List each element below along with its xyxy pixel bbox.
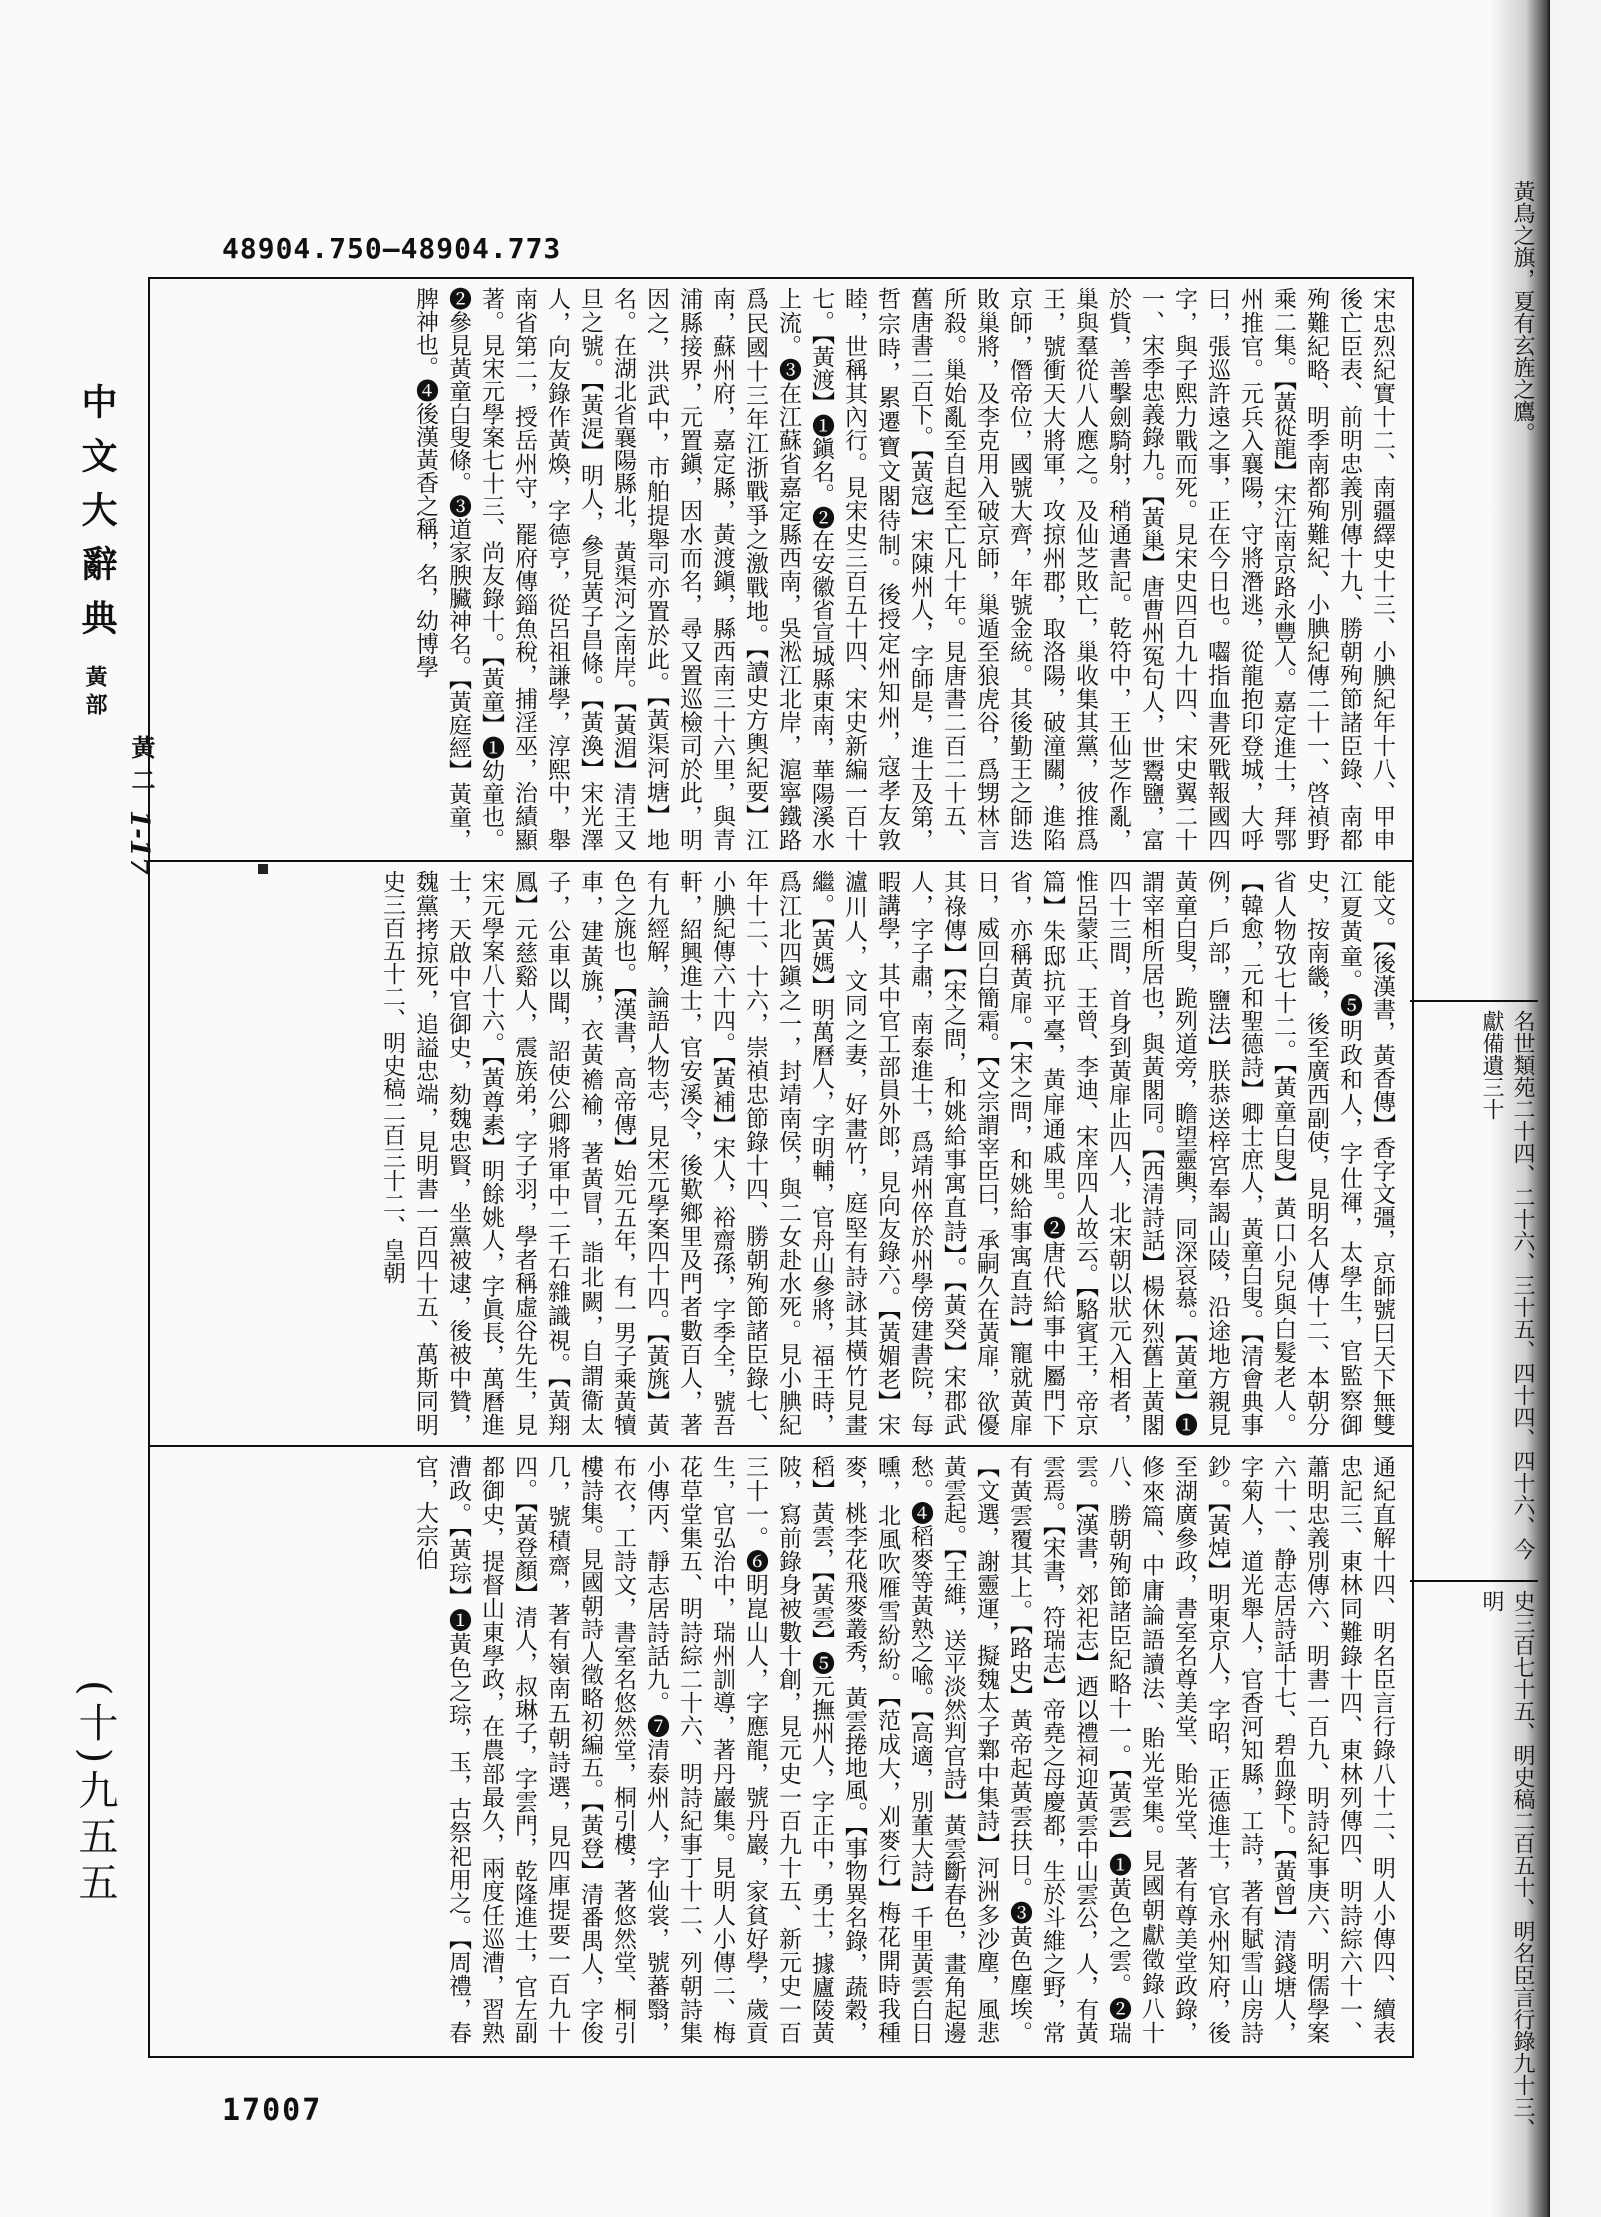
handwritten-note: 1-17: [124, 810, 154, 876]
stroke-range: 黃 二: [127, 735, 156, 792]
band-text-top: 宋忠烈紀實十二、南疆繹史十三、小腆紀年十八、甲申後亡臣表、前明忠義別傳十九、勝朝殉節諸臣錄、南都殉難紀略、明季南都殉難紀、小腆紀傳二十一、啓禎野乘二集。【黃從龍】宋江南京路永豐人。嘉定進士，拜鄂州推官。元兵入襄陽，守將潛逃，從龍抱印登城，大呼曰，張巡許遠之事，正在今日也。囓指血書死戰報國四字，與子熙力戰而死。見宋史四百九十四、宋史翼二十一、宋季忠義錄九。【黃巢】唐曹州冤句人，世鬻鹽，富於貲，善擊劍騎射，稍通書記。乾符中，王仙芝作亂，巢與羣從八人應之。及仙芝敗亡，巢收集其黨，彼推爲王，號衝天大將軍，攻掠州郡，取洛陽，破潼關，進陷京師，僭帝位，國號大齊，年號金統。其後勤王之師迭敗巢將，及李克用入破京師，巢遁至狼虎谷，爲甥林言所殺。巢始亂至自起至亡凡十年。見唐書二百二十五、舊唐書二百下。【黃寇】宋陳州人，字師是，進士及第，哲宗時，累遷寶文閣待制。後授定州知州，寇孝友敦睦，世稱其內行。見宋史三百五十四、宋史新編一百十七。【黃渡】❶鎭名。❷在安徽省宣城縣東南，華陽溪水上流。❸在江蘇省嘉定縣西南，吳淞江北岸，滬寧鐵路爲民國十三年江浙戰爭之激戰地。【讀史方輿紀要】江南，蘇州府，嘉定縣，黃渡鎭，縣西南三十六里，與青浦縣接界，元置鎭，因水而名，尋又置巡檢司於此，明因之，洪武中，市舶提舉司亦置於此。【黃渠河塘】地名。在湖北省襄陽縣北，黃渠河之南岸。【黃湄】清王又旦之號。【黃湜】明人，參見黃子昌條。【黃渙】宋光澤人，向友錄作黃煥，字德亨，從呂祖謙學，淳熙中，舉南省第二，授岳州守，罷府傳錙魚稅，捕淫巫，治績顯著。見宋元學案七十三、尚友錄十。【黃童】❶幼童也。❷參見黃童白叟條。❸道家腴臟神名。【黃庭經】黃童，脾神也。❹後漢黃香之稱，名，幼博學: [412, 287, 1395, 851]
facing-text-top: 黃鳥之旗，夏有玄旌之鷹。: [1510, 180, 1535, 444]
text-band-top: [150, 279, 1408, 859]
band-text-middle: 能文。【後漢書，黃香傳】香字文彊，京師號曰天下無雙江夏黃童。❺明政和人，字仕禈，太學生，官監察御史，按南畿，後至廣西副使，見明名人傳十二、本朝分省人物攷七十二。【黃童白叟】黃口小兒與白髮老人。【韓愈，元和聖德詩】卿士庶人，黃童白叟。【清會典事例，戶部，鹽法】朕恭送梓宮奉謁山陵，沿途地方親見黃童白叟，跪列道旁，瞻望靈輿，同深哀慕。【黃童】❶謂宰相所居也，與黃閣同。【西清詩話】楊休烈舊上黃閣四十三間，首身到黃扉止四人，北宋朝以狀元入相者，惟呂蒙正、王曾、李迪、宋庠四人故云。【駱賓王，帝京篇】朱邸抗平臺，黃扉通戚里。❷唐代給事中屬門下省，亦稱黃扉。【宋之問，和姚給事寓直詩】寵就黃扉日，威回白簡霜。【文宗謂宰臣曰，承嗣久在黃扉，欲優其祿傳】【宋之問，和姚給事寓直詩】。【黃癸】宋郡武人，字子肅，南泰進士，爲靖州倅於州學傍建書院，每暇講學，其中官工部員外郎，見向友錄六。【黃媚老】宋瀘川人，文同之妻，好畫竹，庭堅有詩詠其橫竹見畫繼。【黃媽】明萬曆人，字明輔，官舟山參將，福王時，爲江北四鎭之一，封靖南侯，與二女赴水死。見小腆紀年十二、十六，崇禎忠節錄十四、勝朝殉節諸臣錄七、小腆紀傳六十四。【黃補】宋人，裕齋孫，字季全，號吾軒，紹興進士，官安溪令，後歎鄉里及門者數百人，著有九經解，論語人物志，見宋元學案四十四。【黃旐】黃色之旐也。【漢書，高帝傳】始元五年，有一男子乘黃犢車，建黃旐，衣黃襜褕，著黃冒，詣北闕，自謂衞太子，公車以聞，詔使公卿將軍中二千石雜識視。【黃翔鳳】元慈谿人，震族弟，字子羽，學者稱虛谷先生，見宋元學案八十六。【黃尊素】明餘姚人，字眞長，萬曆進士，天啟中官御史，劾魏忠賢，坐黨被逮，後被中贊，魏黨拷掠死，追謚忠端，見明書一百四十五、萬斯同明史三百五十二、明史稿二百三十二、皇朝: [379, 870, 1395, 1436]
text-band-bottom: [150, 1447, 1408, 2052]
facing-page-fragment-bottom: [1410, 1590, 1538, 2150]
page-code-footer: 17007: [222, 2093, 323, 2128]
facing-page-fragment-top: [1410, 180, 1538, 630]
facing-divider-2: [1410, 1580, 1538, 1582]
facing-divider-1: [1410, 1000, 1538, 1002]
page-number: (十)九五五: [72, 1680, 118, 1908]
margin-mark: [258, 864, 268, 874]
facing-text-bottom: 史三百七十五、明史稿二百五十、明名臣言行錄九十三、明: [1479, 1590, 1535, 2140]
facing-page-fragment-middle: [1410, 1010, 1538, 1570]
radical-section: 黃部: [82, 665, 108, 721]
text-band-middle: [150, 862, 1408, 1444]
band-text-bottom: 通紀直解十四、明名臣言行錄八十二、明人小傳四、續表忠記三、東林同難錄十四、東林列傳四、明詩綜六十一、蕭明忠義別傳六、明書一百九、明詩紀事庚六、明儒學案六十一、静志居詩話十七、碧血錄下。【黃曾】清錢塘人，字菊人，道光舉人，官香河知縣，工詩，著有賦雪山房詩鈔。【黃焯】明東京人，字昭，正德進士，官永州知府，後至湖廣參政，書室名尊美堂、貽光堂、著有尊美堂政錄，修來篇、中庸論語讀法、貽光堂集。見國朝獻徵錄八十八、勝朝殉節諸臣紀略十一。【黃雲】❶黃色之雲。❷瑞雲。【漢書，郊祀志】迺以禮祠迎黃雲中山雲公，人，有黃雲焉。【宋書，符瑞志】帝堯之母慶都，生於斗維之野，常有黃雲覆其上。【路史】黃帝起黃雲扶日。❸黃色塵埃。【文選，謝靈運，擬魏太子鄴中集詩】河洲多沙塵，風悲黃雲起。【王維，送平淡然判官詩】黃雲斷春色，畫角起邊愁。❹稻麥等黃熟之喩。【高適，別董大詩】千里黃雲白日曛，北風吹雁雪紛紛。【范成大，刈麥行】梅花開時我種麥，桃李花飛麥叢秀，黃雲捲地風。【事物異名錄，蔬穀，稻】黃雲，【黃雲】❺元撫州人，字正中，勇士，據廬陵黃陂，寫前錄身被數十創，見元史一百九十五、新元史一百三十一。❻明崑山人，字應龍，號丹巖，家貧好學，歲貢生，官弘治中，瑞州訓導，著丹巖集。見明人小傳二、梅花草堂集五、明詩綜二十六、明詩紀事丁十二、列朝詩集小傳丙、靜志居詩話九。❼清泰州人，字仙裳，號蕃翳，布衣，工詩文，書室名悠然堂，桐引樓，著悠然堂、桐引樓詩集。見國朝詩人徵略初編五。【黃登】清番禺人，字俊几，號積齋，著有嶺南五朝詩選，見四庫提要一百九十四。【黃登顏】清人，叔琳子，字雲門，乾隆進士，官左副都御史，提督山東學政，在農部最久，兩度任巡漕，習熟漕政。【黃琮】❶黃色之琮，玉，古祭祀用之。【周禮，春官，大宗伯: [412, 1455, 1395, 2044]
facing-text-middle: 名世類苑二十四、二十六、三十五、四十四、四十六、今獻備遺三十: [1479, 1010, 1535, 1560]
entry-range-header: 48904.750—48904.773: [222, 232, 562, 265]
dictionary-title: 中文大辭典: [76, 383, 118, 653]
